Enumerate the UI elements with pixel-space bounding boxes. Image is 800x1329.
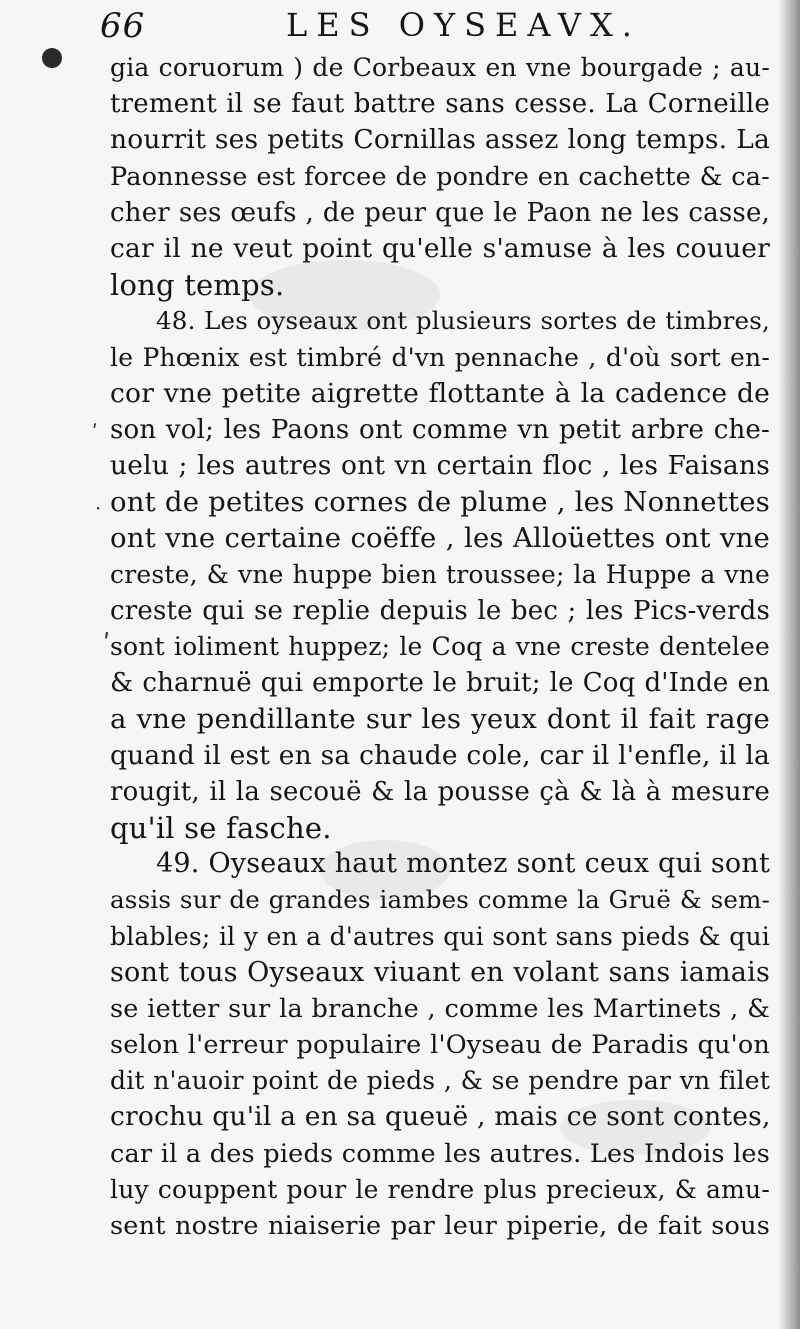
- text-line: cor vne petite aigrette flottante à la cadence de: [110, 377, 770, 409]
- ink-blot: [42, 48, 62, 68]
- text-line: Paonnesse est forcee de pondre en cachette & ca-: [110, 161, 770, 192]
- text-line: gia coruorum ) de Corbeaux en vne bourgade ; au-: [110, 53, 770, 82]
- margin-mark: ·: [95, 496, 102, 520]
- text-line: a vne pendillante sur les yeux dont il fait rage: [110, 703, 770, 736]
- text-line: creste qui se replie depuis le bec ; les Pics-verds: [110, 595, 770, 626]
- text-line: ont de petites cornes de plume , les Nonnettes: [110, 486, 770, 519]
- text-line: rougit, il la secouë & la pousse çà & là à mesure: [110, 776, 770, 807]
- text-line: se ietter sur la branche , comme les Martinets , &: [110, 993, 770, 1024]
- margin-mark: ʹ: [103, 630, 111, 660]
- text-line: crochu qu'il a en sa queuë , mais ce sont contes,: [110, 1101, 771, 1133]
- text-line: blables; il y en a d'autres qui sont sans pieds & qui: [110, 921, 770, 951]
- text-line: car il a des pieds comme les autres. Les Indois les: [110, 1138, 770, 1169]
- text-line: luy couppent pour le rendre plus precieux, & amu-: [110, 1174, 770, 1204]
- text-line: creste, & vne huppe bien troussee; la Huppe a vne: [110, 559, 770, 589]
- text-line: assis sur de grandes iambes comme la Gruë & sem-: [110, 885, 770, 915]
- text-line: & charnuë qui emporte le bruit; le Coq d'Inde en: [110, 668, 770, 699]
- text-line: cher ses œufs , de peur que le Paon ne les casse,: [110, 197, 770, 228]
- text-line: ont vne certaine coëffe , les Alloüettes ont vne: [110, 522, 770, 555]
- text-line: dit n'auoir point de pieds , & se pendre par vn filet: [110, 1066, 770, 1096]
- body-text: [110, 50, 770, 1244]
- text-line: sent nostre niaiserie par leur piperie, de fait sous: [110, 1211, 770, 1241]
- margin-mark: ʹ: [92, 420, 98, 444]
- text-line: selon l'erreur populaire l'Oyseau de Paradis qu'on: [110, 1030, 770, 1061]
- text-line: long temps.: [110, 268, 285, 303]
- text-line: son vol; les Paons ont comme vn petit arbre che-: [110, 414, 770, 445]
- text-line: trement il se faut battre sans cesse. La Corneille: [110, 89, 770, 120]
- text-line: sont ioliment huppez; le Coq a vne creste dentelee: [110, 632, 770, 661]
- text-line: car il ne veut point qu'elle s'amuse à les couuer: [110, 232, 770, 264]
- paragraph-start-48: 48. Les oyseaux ont plusieurs sortes de timbres,: [156, 306, 770, 336]
- running-head: LES OYSEAVX.: [286, 6, 641, 44]
- paragraph-start-49: 49. Oyseaux haut montez sont ceux qui sont: [156, 848, 770, 880]
- page-edge-shadow: [778, 0, 800, 1329]
- page-number: 66: [100, 6, 146, 46]
- page-header: [96, 4, 746, 46]
- text-line: qu'il se fasche.: [110, 810, 332, 845]
- text-line: sont tous Oyseaux viuant en volant sans iamais: [110, 956, 770, 988]
- text-line: quand il est en sa chaude cole, car il l'enfle, il la: [110, 739, 770, 771]
- text-line: uelu ; les autres ont vn certain floc , les Faisans: [110, 450, 770, 482]
- text-line: le Phœnix est timbré d'vn pennache , d'où sort en-: [110, 342, 770, 372]
- text-line: nourrit ses petits Cornillas assez long temps. La: [110, 124, 770, 156]
